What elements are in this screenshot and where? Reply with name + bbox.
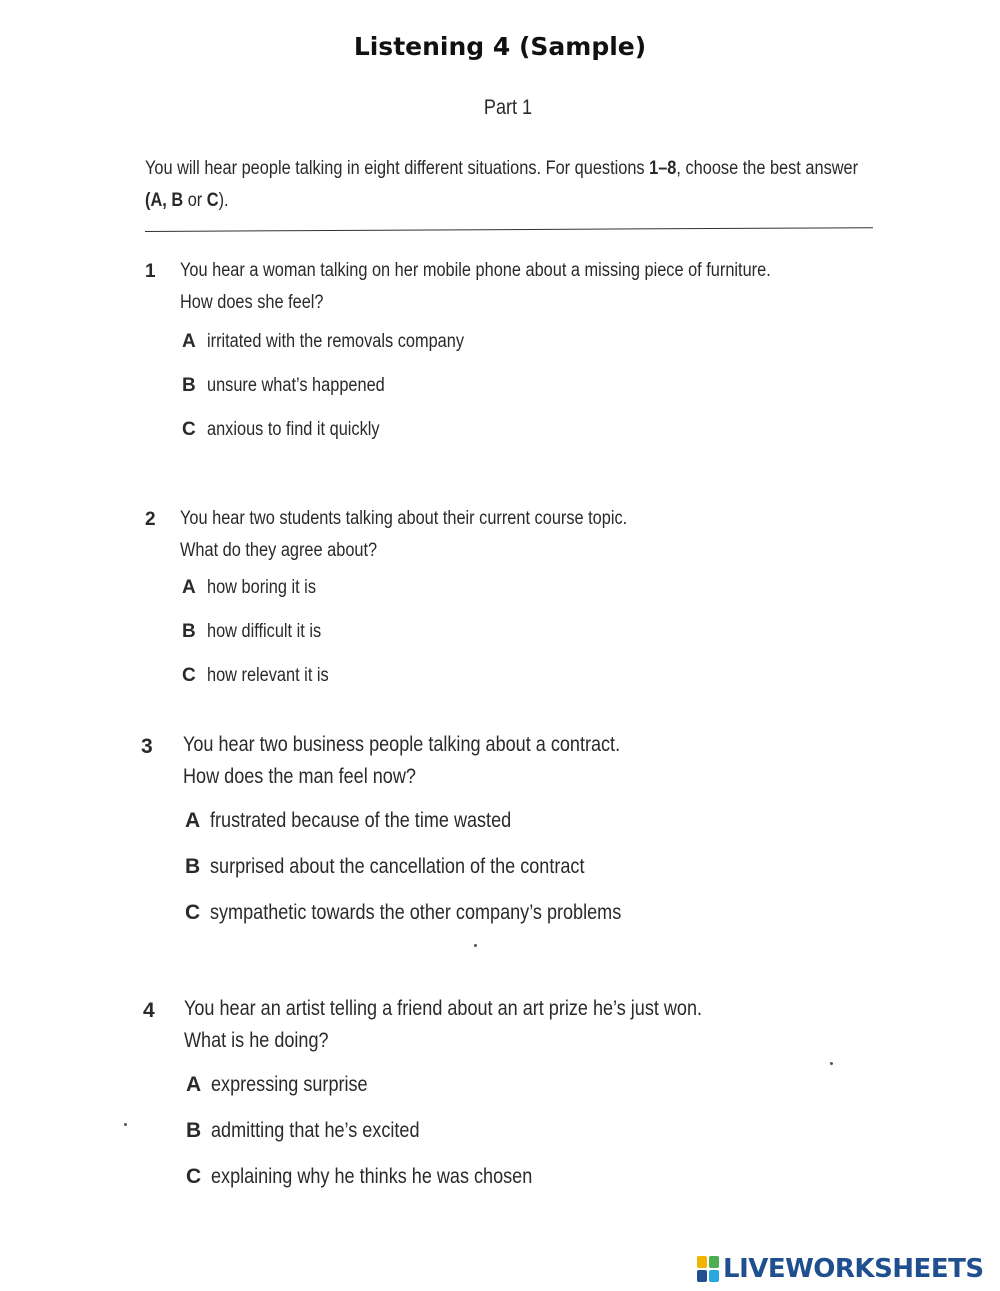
instructions-text-end: , choose the best answer: [676, 158, 859, 179]
option-c[interactable]: [182, 419, 408, 441]
logo-block-4: [709, 1270, 719, 1282]
option-text: expressing surprise: [211, 1073, 368, 1096]
question-ask: What do they agree about?: [180, 540, 378, 561]
instructions-text: You will hear people talking in eight different situations. For questions: [145, 158, 650, 179]
choices-separator: ,: [162, 190, 172, 211]
option-letter: C: [182, 665, 196, 686]
option-text: explaining why he thinks he was chosen: [211, 1165, 533, 1188]
page-title: Listening 4 (Sample): [353, 32, 647, 61]
question-ask: What is he doing?: [184, 1029, 329, 1052]
option-text: frustrated because of the time wasted: [210, 809, 512, 832]
choice-a-label: A: [150, 190, 163, 211]
question-scenario: You hear two business people talking about a contract.: [183, 733, 621, 756]
option-text: how boring it is: [207, 577, 316, 598]
question-range: 1–8: [649, 158, 677, 179]
option-b[interactable]: [186, 1119, 453, 1143]
scan-speck: [830, 1062, 833, 1065]
liveworksheets-logo-icon: [697, 1256, 719, 1282]
question-scenario: You hear two students talking about their current course topic.: [180, 508, 628, 529]
option-text: anxious to find it quickly: [207, 419, 380, 440]
choice-b-label: B: [171, 190, 184, 211]
option-text: surprised about the cancellation of the contract: [210, 855, 585, 878]
option-text: unsure what’s happened: [207, 375, 385, 396]
logo-block-2: [709, 1256, 719, 1268]
scan-speck: [474, 944, 477, 947]
option-text: irritated with the removals company: [207, 331, 465, 352]
choices-or: or: [183, 190, 207, 211]
question-scenario: You hear an artist telling a friend about an art prize he’s just won.: [184, 997, 703, 1020]
option-text: how relevant it is: [207, 665, 329, 686]
option-letter: A: [186, 1073, 202, 1096]
question-prompt: [180, 255, 771, 319]
option-letter: A: [185, 809, 201, 832]
logo-text: LIVEWORKSHEETS: [723, 1254, 984, 1284]
logo-block-1: [697, 1256, 707, 1268]
option-letter: B: [182, 375, 196, 396]
choices-close: ).: [218, 190, 229, 211]
question-prompt: [184, 993, 702, 1057]
option-b[interactable]: [182, 621, 340, 643]
question-number: 1: [145, 261, 156, 282]
option-c[interactable]: [186, 1165, 585, 1189]
option-letter: C: [185, 901, 201, 924]
option-letter: C: [186, 1165, 202, 1188]
option-c[interactable]: [185, 901, 688, 925]
part-label: Part 1: [483, 96, 533, 119]
logo-block-3: [697, 1270, 707, 1282]
option-b[interactable]: [185, 855, 645, 879]
option-a[interactable]: [185, 809, 560, 833]
question-number: 4: [143, 999, 155, 1022]
option-letter: A: [182, 577, 196, 598]
question-prompt: [183, 729, 620, 793]
question-prompt: [180, 503, 627, 567]
option-letter: B: [182, 621, 196, 642]
option-b[interactable]: [182, 375, 414, 397]
option-letter: A: [182, 331, 196, 352]
divider-line: [145, 227, 873, 232]
option-letter: B: [186, 1119, 202, 1142]
question-number: 3: [141, 735, 153, 758]
option-a[interactable]: [182, 331, 506, 353]
question-number: 2: [145, 509, 156, 530]
option-text: sympathetic towards the other company’s problems: [210, 901, 622, 924]
liveworksheets-logo[interactable]: [697, 1253, 984, 1285]
option-letter: B: [185, 855, 201, 878]
question-ask: How does the man feel now?: [183, 765, 416, 788]
instructions: [145, 153, 885, 217]
question-ask: How does she feel?: [180, 292, 324, 313]
option-text: admitting that he’s excited: [211, 1119, 420, 1142]
option-letter: C: [182, 419, 196, 440]
option-a[interactable]: [182, 577, 334, 599]
choices-open: (: [145, 190, 151, 211]
question-scenario: You hear a woman talking on her mobile phone about a missing piece of furniture.: [180, 260, 771, 281]
choice-c-label: C: [206, 190, 219, 211]
scan-speck: [124, 1123, 127, 1126]
option-text: how difficult it is: [207, 621, 322, 642]
option-a[interactable]: [186, 1073, 393, 1097]
option-c[interactable]: [182, 665, 349, 687]
